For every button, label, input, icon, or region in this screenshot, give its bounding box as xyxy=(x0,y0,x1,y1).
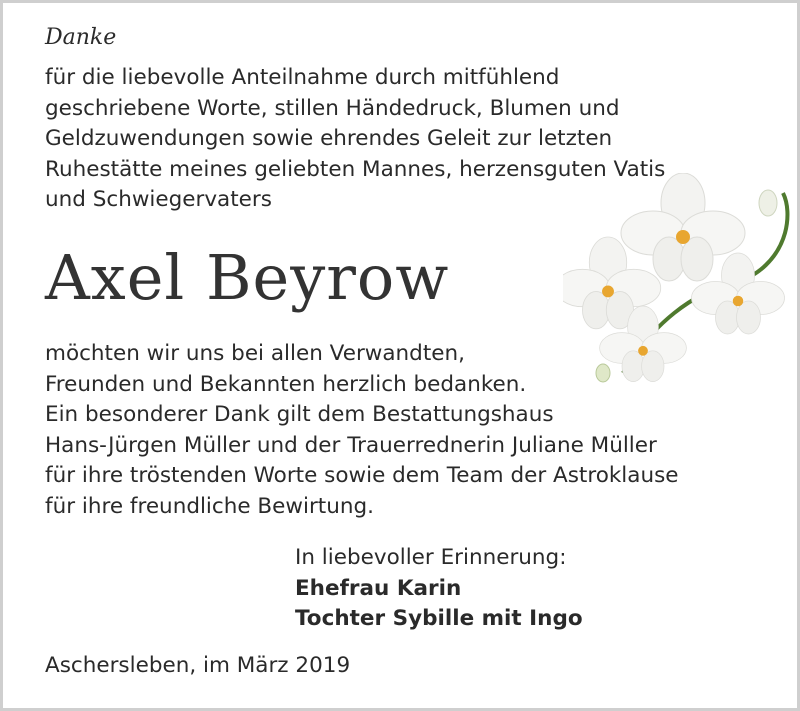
orchid-bud xyxy=(759,190,777,216)
text-line: Ruhestätte meines geliebten Mannes, herzensguten Vatis xyxy=(45,156,666,182)
text-line: Geldzuwendungen sowie ehrendes Geleit zur letzten xyxy=(45,126,613,151)
remembrance-line: In liebevoller Erinnerung: xyxy=(295,545,567,570)
signatory: Ehefrau Karin xyxy=(295,575,462,601)
closing-block xyxy=(295,543,583,635)
text-line: für ihre tröstenden Worte sowie dem Team der Astroklause xyxy=(45,463,679,488)
intro-heading: Danke xyxy=(45,25,117,50)
acknowledgement-paragraph xyxy=(45,339,785,522)
text-line: Freunden und Bekannten herzlich bedanken. xyxy=(45,371,527,397)
signatory: Tochter Sybille mit Ingo xyxy=(295,606,583,631)
text-line: Ein besonderer Dank gilt dem Bestattungshaus xyxy=(45,402,554,427)
place-date: Aschersleben, im März 2019 xyxy=(45,653,351,678)
text-line: möchten wir uns bei allen Verwandten, xyxy=(45,341,465,366)
text-line: für ihre freundliche Bewirtung. xyxy=(45,493,374,519)
text-line: für die liebevolle Anteilnahme durch mitfühlend xyxy=(45,65,560,90)
deceased-name: Axel Beyrow xyxy=(45,241,450,314)
text-line: und Schwiegervaters xyxy=(45,187,272,212)
text-line: Hans-Jürgen Müller und der Trauerrednerin Juliane Müller xyxy=(45,432,657,458)
text-line: geschriebene Worte, stillen Händedruck, Blumen und xyxy=(45,95,620,121)
